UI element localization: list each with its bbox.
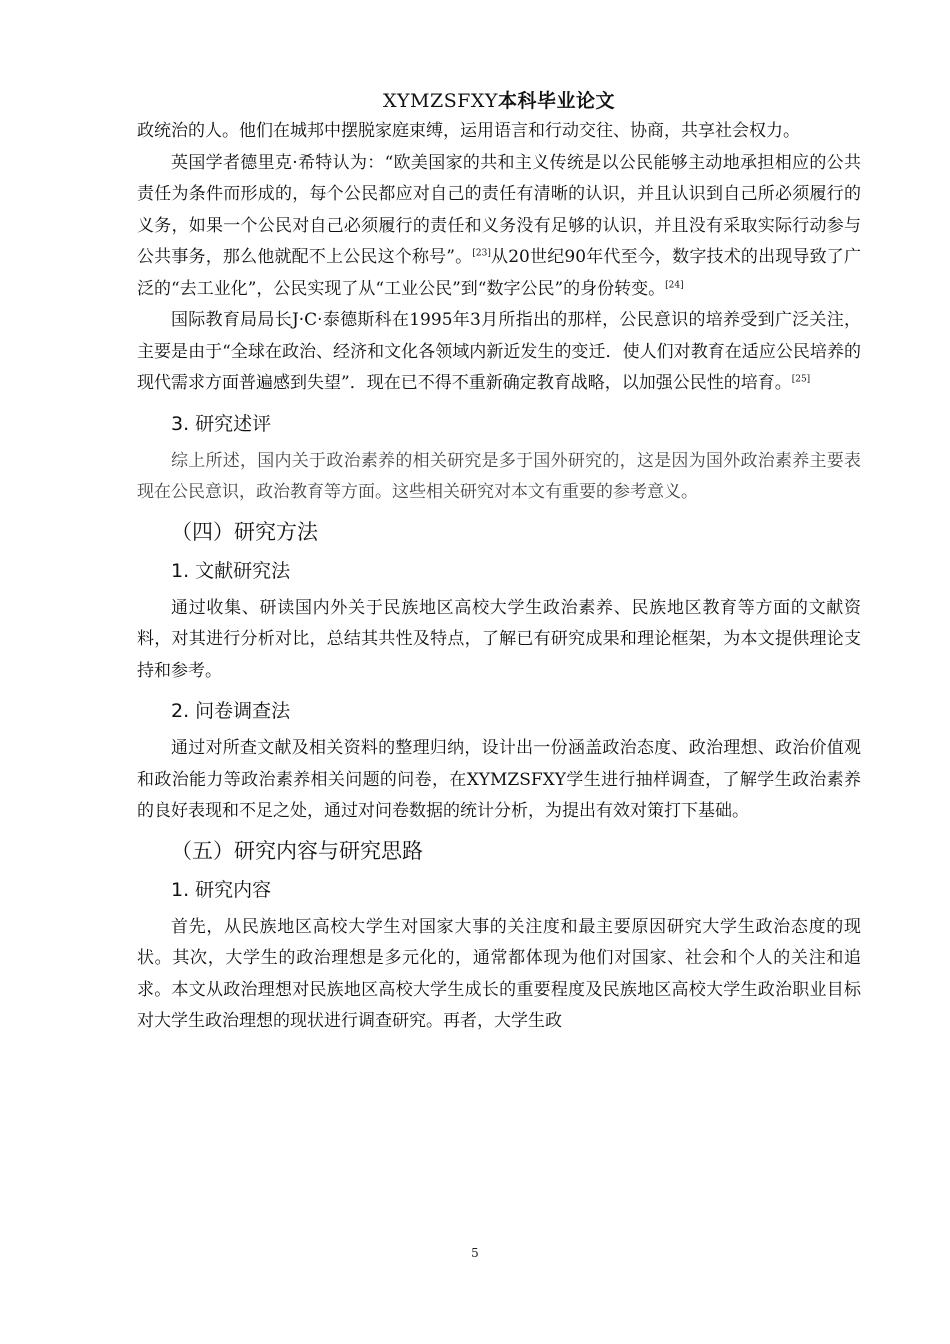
paragraph-research-content: 首先，从民族地区高校大学生对国家大事的关注度和最主要原因研究大学生政治态度的现状。其次，大学生的政治理想是多元化的，通常都体现为他们对国家、社会和个人的关注和追求。本文从政治理想对民族地区高校大学生成长的重要程度及民族地区高校大学生政治职业目标对大学生政治理想的现状进行调查研究。再者，大学生政 [137,916,861,1031]
paragraph-text: 英国学者德里克·希特认为：“欧美国家的共和主义传统是以公民能够主动地承担相应的公共责任为条件而形成的，每个公民都应对自己的责任有清晰的认识，并且认识到自己所必须履行的义务，如果一个公民对自己必须履行的责任和义务没有足够的认识，并且没有采取实际行动参与公共事务，那么他就配不上公民这个称号”。 [137,152,861,267]
heading-research-content: 1. 研究内容 [171,878,272,901]
paragraph-heater [137,148,861,306]
document-page [137,88,861,1038]
citation-ref: [24] [665,279,684,290]
paragraph-text: 从20世纪90年代至今，数字技术的出现导致了广泛的“去工业化”，公民实现了从“工业公民”到“数字公民”的身份转变。 [137,247,861,299]
header-title: 本科毕业论文 [497,90,615,112]
paragraph-literature-method: 通过收集、研读国内外关于民族地区高校大学生政治素养、民族地区教育等方面的文献资料，对其进行分析对比，总结其共性及特点，了解已有研究成果和理论框架，为本文提供理论支持和参考。 [137,597,861,681]
page-number: 5 [471,1246,479,1260]
heading-research-methods: （四）研究方法 [171,519,318,544]
paragraph-survey-method: 通过对所查文献及相关资料的整理归纳，设计出一份涵盖政治态度、政治理想、政治价值观和政治能力等政治素养相关问题的问卷，在XYMZSFXY学生进行抽样调查，了解学生政治素养的良好表现和不足之处，通过对问卷数据的统计分析，为提出有效对策打下基础。 [137,738,861,821]
paragraph-continuation: 政统治的人。他们在城邦中摆脱家庭束缚，运用语言和行动交往、协商，共享社会权力。 [137,121,800,141]
citation-ref: [23] [472,248,491,259]
heading-content-and-approach: （五）研究内容与研究思路 [171,838,423,863]
paragraph-text: 国际教育局局长J·C·泰德斯科在1995年3月所指出的那样，公民意识的培养受到广泛关注，主要是由于“全球在政治、经济和文化各领域内新近发生的变迁．使人们对教育在适应公民培养的现代需求方面普遍感到失望”．现在已不得不重新确定教育战略，以加强公民性的培育。 [137,310,861,393]
running-header [137,88,861,116]
heading-survey-method: 2. 问卷调查法 [171,700,291,722]
header-code: XYMZSFXY [382,90,498,112]
paragraph-tedesco [137,305,861,400]
heading-research-review: 3. 研究述评 [171,412,272,435]
heading-literature-method: 1. 文献研究法 [171,559,291,582]
paragraph-review: 综上所述，国内关于政治素养的相关研究是多于国外研究的，这是因为国外政治素养主要表现在公民意识，政治教育等方面。这些相关研究对本文有重要的参考意义。 [137,450,861,502]
citation-ref: [25] [791,374,811,385]
